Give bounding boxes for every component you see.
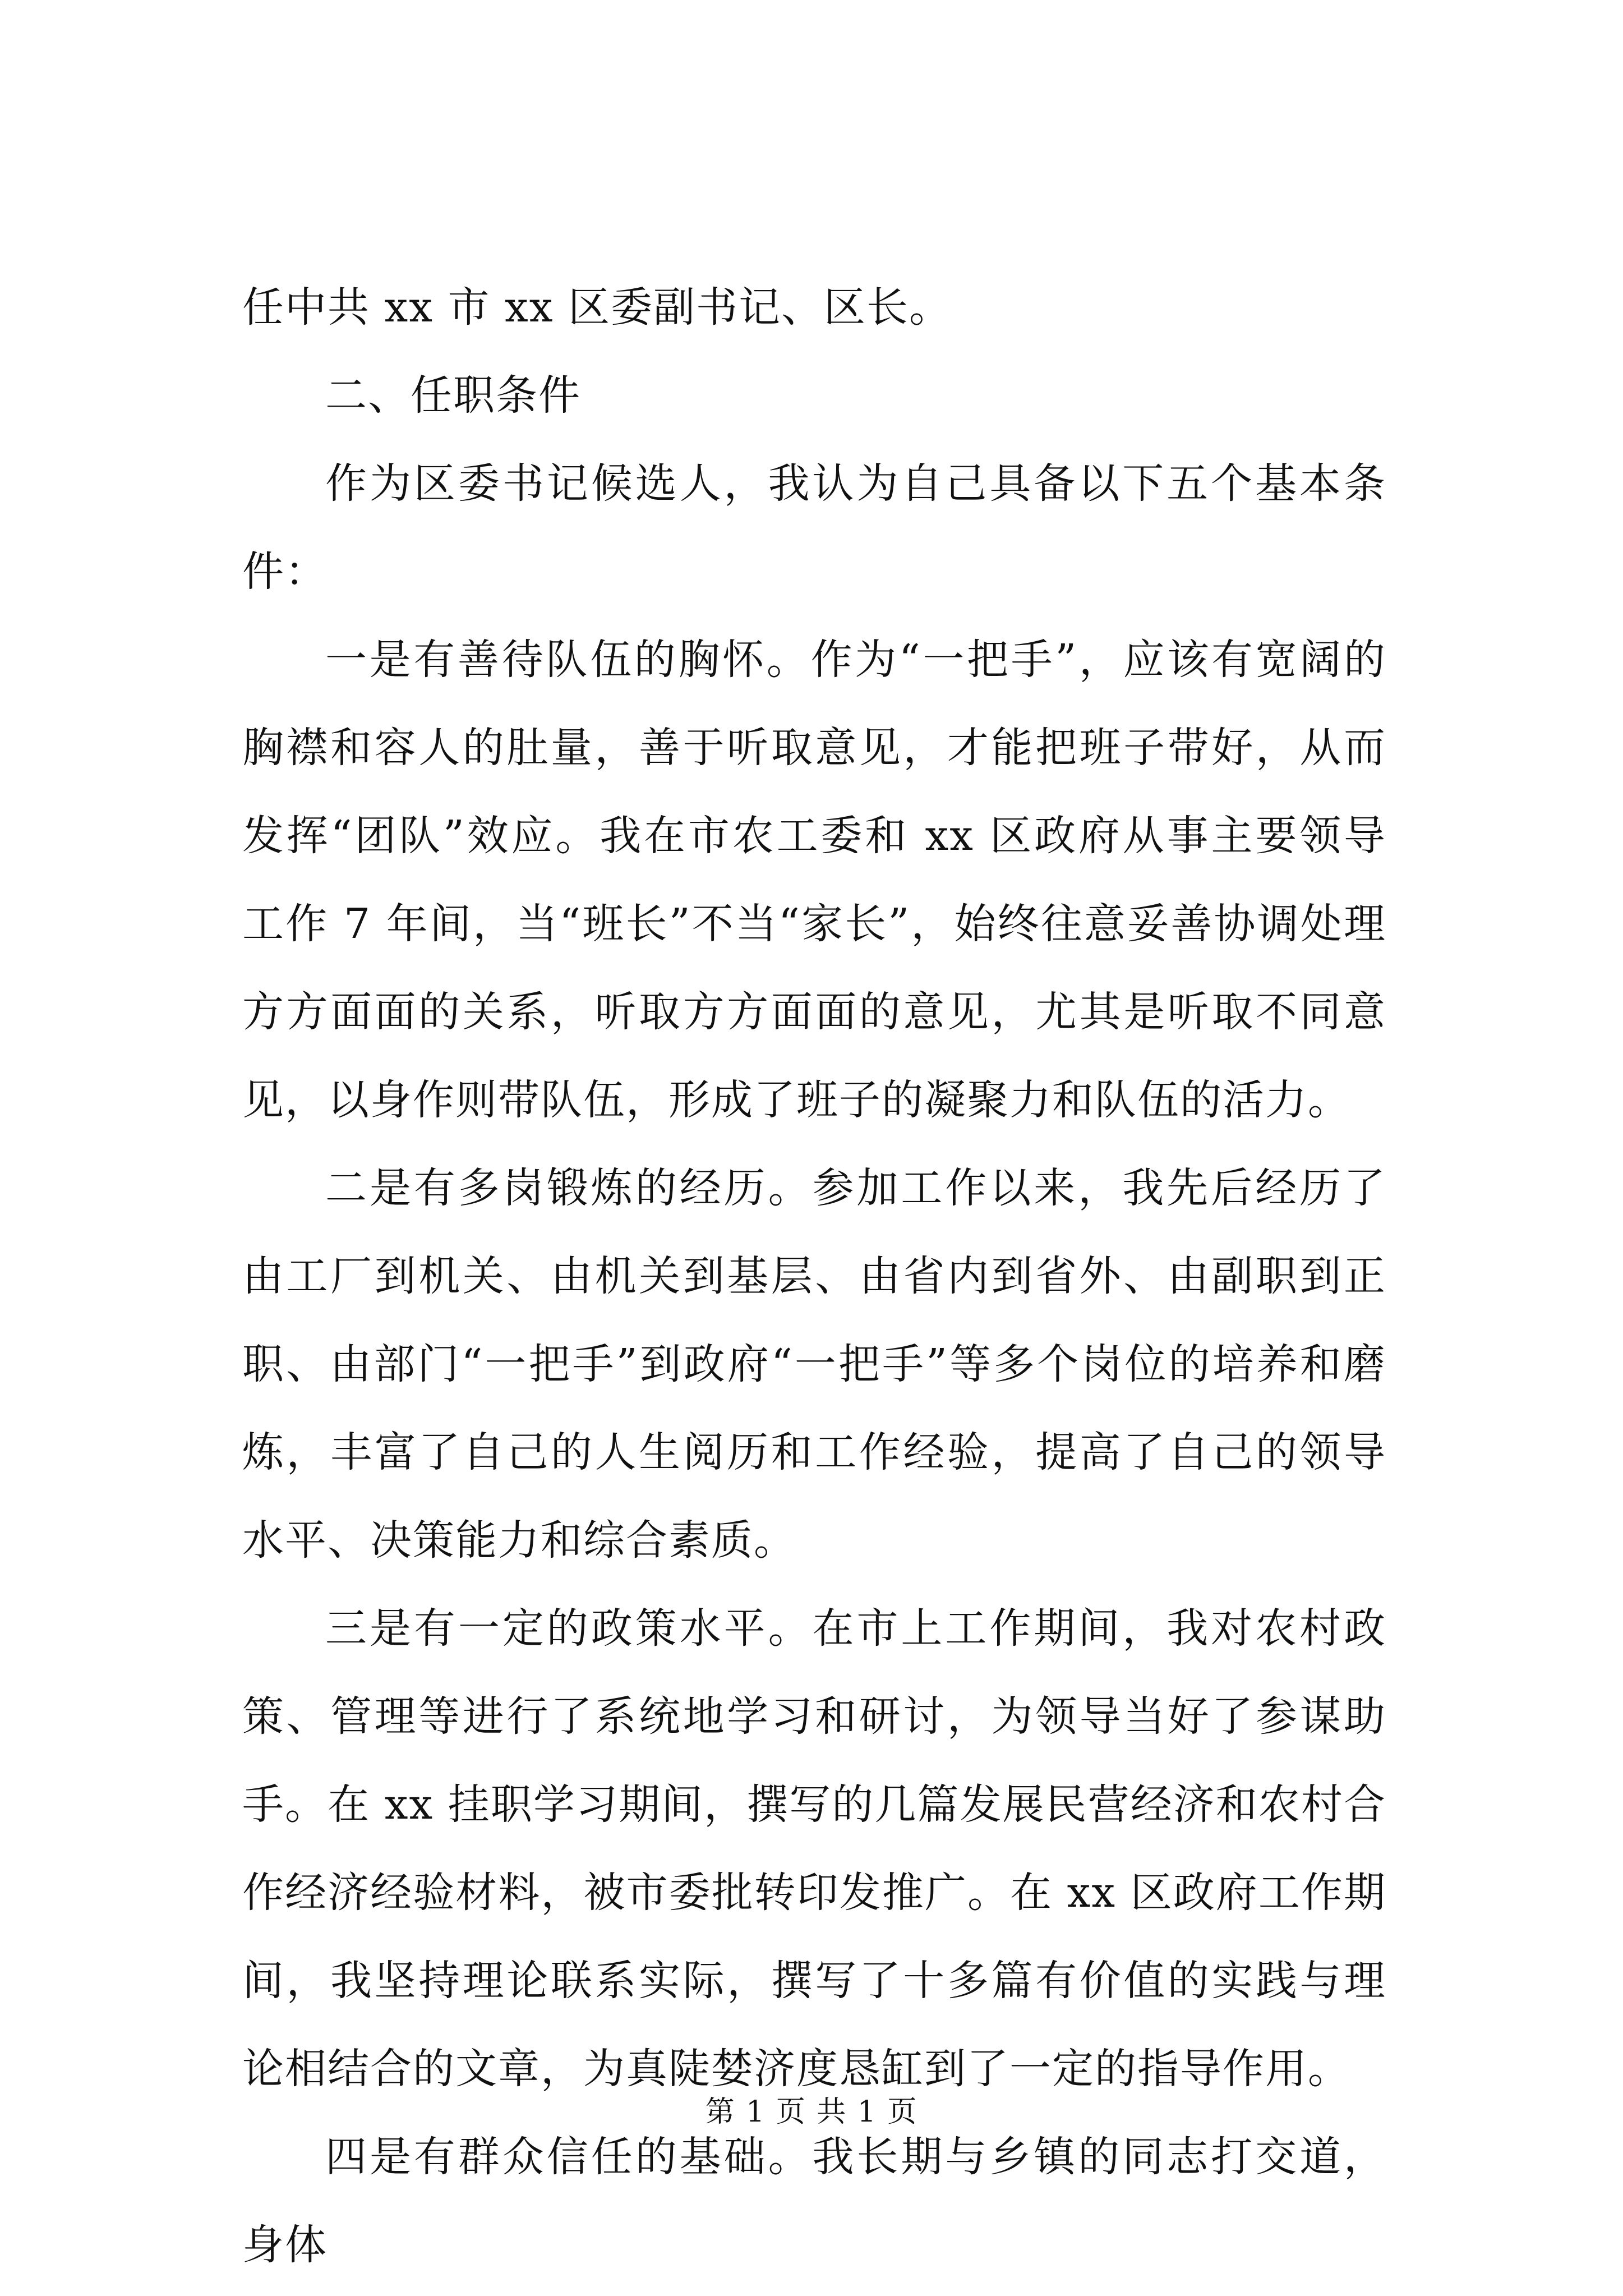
page-footer: 第 1 页 共 1 页 [705, 2095, 918, 2129]
section-heading: 二、任职条件 [325, 371, 581, 420]
paragraph-condition-4: 四是有群众信任的基础。我长期与乡镇的同志打交道，身体 [242, 2133, 1386, 2269]
document-body [242, 264, 1386, 2289]
paragraph-condition-2: 二是有多岗锻炼的经历。参加工作以来，我先后经历了由工厂到机关、由机关到基层、由省内到省外、由副职到正职、由部门“一把手”到政府“一把手”等多个岗位的培养和磨炼，丰富了自己的人生阅历和工作经验，提高了自己的领导水平、决策能力和综合素质。 [242, 1164, 1386, 1565]
paragraph-condition-1: 一是有善待队伍的胸怀。作为“一把手”，应该有宽阔的胸襟和容人的肚量，善于听取意见，才能把班子带好，从而发挥“团队”效应。我在市农工委和 xx 区政府从事主要领导工作 7 年间，当“班长”不当“家长”，始终往意妥善协调处理方方面面的关系，听取方方面面的意见，尤其是听取不同意见，以身作则带队伍，形成了班子的凝聚力和队伍的活力。 [242, 636, 1386, 1124]
paragraph-condition-3: 三是有一定的政策水平。在市上工作期间，我对农村政策、管理等进行了系统地学习和研讨，为领导当好了参谋助手。在 xx 挂职学习期间，撰写的几篇发展民营经济和农村合作经济经验材料，被市委批转印发推广。在 xx 区政府工作期间，我坚持理论联系实际，撰写了十多篇有价值的实践与理论相结合的文章，为真陡婪济度恳缸到了一定的指导作用。 [242, 1604, 1386, 2093]
paragraph-continuation: 任中共 xx 市 xx 区委副书记、区长。 [242, 283, 952, 332]
paragraph-intro: 作为区委书记候选人，我认为自己具备以下五个基本条件： [242, 459, 1386, 596]
